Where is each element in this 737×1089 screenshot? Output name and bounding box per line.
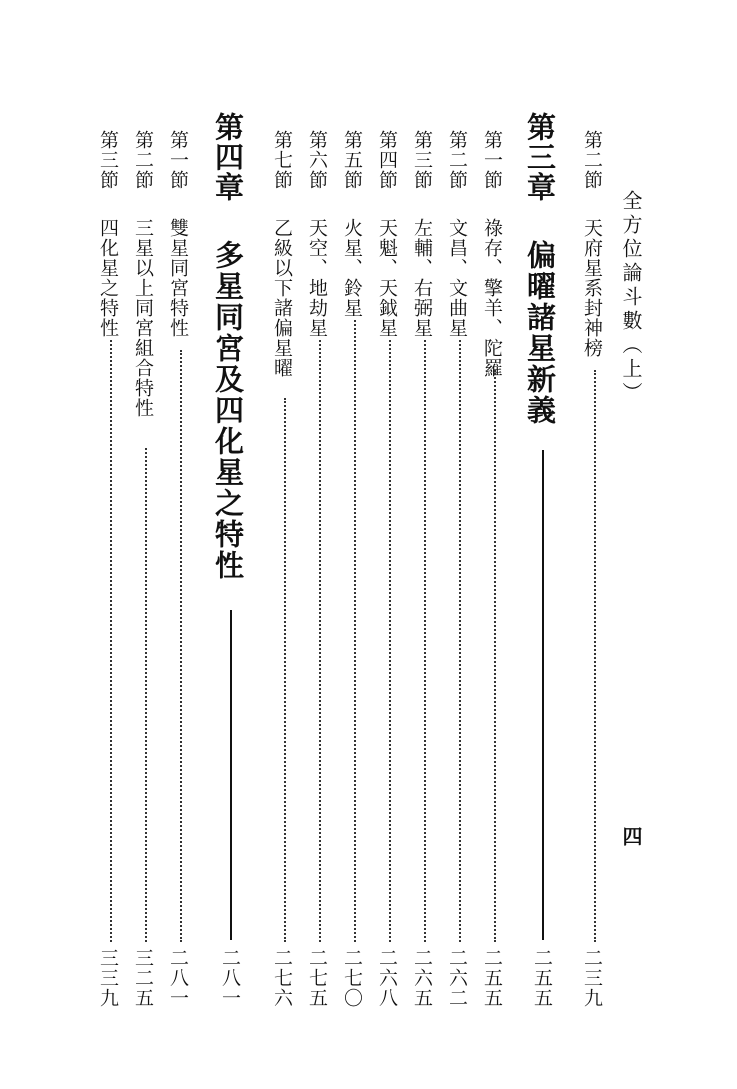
section-title: 天魁、天鉞星 [376, 218, 398, 338]
section-title: 乙級以下諸偏星曜 [271, 218, 293, 378]
section-page: 三三九 [97, 948, 119, 1008]
toc-entry[interactable] [412, 130, 438, 1008]
section-page: 三二五 [132, 948, 154, 1008]
section-label: 第六節 [306, 130, 328, 190]
section-label: 第二節 [132, 130, 154, 190]
dot-leader [319, 340, 321, 942]
section-label: 第二節 [446, 130, 468, 190]
dot-leader [459, 340, 461, 942]
section-label: 第三節 [97, 130, 119, 190]
chapter-title: 多星同宮及四化星之特性 [211, 240, 245, 581]
chapter-page: 二八一 [219, 948, 241, 1008]
section-page: 二七六 [271, 948, 293, 1008]
section-title: 三星以上同宮組合特性 [132, 218, 154, 418]
section-page: 二七〇 [341, 948, 363, 1008]
toc-entry[interactable] [168, 130, 194, 1008]
dot-leader [145, 448, 147, 942]
section-label: 第三節 [411, 130, 433, 190]
section-page: 二六五 [411, 948, 433, 1008]
section-title: 左輔、右弼星 [411, 218, 433, 338]
dot-leader [354, 320, 356, 942]
toc-entry[interactable] [482, 130, 508, 1008]
section-page: 二七五 [306, 948, 328, 1008]
toc-chapter[interactable] [213, 112, 253, 1008]
toc-entry[interactable] [98, 130, 124, 1008]
section-label: 第七節 [271, 130, 293, 190]
section-label: 第一節 [167, 130, 189, 190]
section-page: 二三九 [581, 948, 603, 1008]
chapter-rule [230, 610, 232, 940]
dot-leader [180, 350, 182, 942]
dot-leader [494, 370, 496, 942]
dot-leader [594, 370, 596, 942]
toc-entry[interactable] [582, 130, 608, 1008]
section-page: 二五五 [481, 948, 503, 1008]
section-page: 二六八 [376, 948, 398, 1008]
toc-entry[interactable] [133, 130, 159, 1008]
section-title: 天府星系封神榜 [581, 218, 603, 358]
section-title: 雙星同宮特性 [167, 218, 189, 338]
dot-leader [389, 340, 391, 942]
toc-entry[interactable] [342, 130, 368, 1008]
dot-leader [284, 398, 286, 942]
toc-entry[interactable] [377, 130, 403, 1008]
chapter-page: 二五五 [531, 948, 553, 1008]
section-title: 文昌、文曲星 [446, 218, 468, 338]
section-title: 四化星之特性 [97, 218, 119, 338]
section-label: 第五節 [341, 130, 363, 190]
toc-entry[interactable] [272, 130, 298, 1008]
section-title: 火星、鈴星 [341, 218, 363, 318]
chapter-title: 偏曜諸星新義 [523, 240, 557, 426]
section-label: 第四節 [376, 130, 398, 190]
toc-entry[interactable] [307, 130, 333, 1008]
dot-leader [110, 340, 112, 942]
running-header-title: 全方位論斗數（上） [619, 190, 643, 406]
page-number: 四 [619, 826, 643, 846]
section-title: 祿存、擎羊、陀羅 [481, 218, 503, 378]
chapter-label: 第四章 [211, 112, 245, 202]
toc-chapter[interactable] [525, 112, 565, 1008]
chapter-rule [542, 450, 544, 940]
section-label: 第一節 [481, 130, 503, 190]
section-page: 二八一 [167, 948, 189, 1008]
section-page: 二六二 [446, 948, 468, 1008]
section-title: 天空、地劫星 [306, 218, 328, 338]
dot-leader [424, 340, 426, 942]
chapter-label: 第三章 [523, 112, 557, 202]
toc-entry[interactable] [447, 130, 473, 1008]
section-label: 第二節 [581, 130, 603, 190]
